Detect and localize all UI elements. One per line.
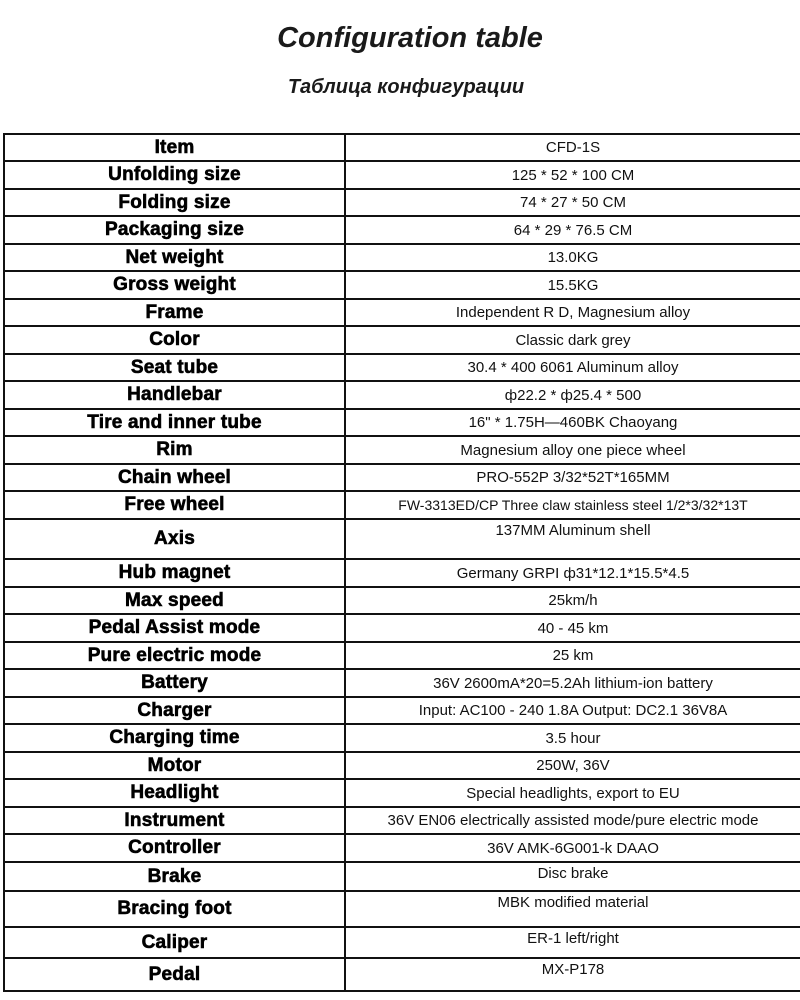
item-value: Input: AC100 - 240 1.8A Output: DC2.1 36V8A <box>345 697 800 724</box>
table-row <box>4 958 800 991</box>
item-value: Magnesium alloy one piece wheel <box>345 436 800 464</box>
item-label: Unfolding size <box>4 161 345 189</box>
item-value: 15.5KG <box>345 271 800 299</box>
table-row <box>4 354 800 381</box>
item-label: Chain wheel <box>4 464 345 491</box>
table-row <box>4 464 800 491</box>
item-value: 36V 2600mA*20=5.2Ah lithium-ion battery <box>345 669 800 697</box>
item-value: CFD-1S <box>345 134 800 161</box>
page-title: Configuration table <box>277 22 543 54</box>
item-value: Independent R D, Magnesium alloy <box>345 299 800 326</box>
item-value: 25 km <box>345 642 800 669</box>
item-label: Folding size <box>4 189 345 216</box>
table-row <box>4 834 800 862</box>
item-value: FW-3313ED/CP Three claw stainless steel 1/2*3/32*13T <box>345 491 800 519</box>
item-label: Color <box>4 326 345 354</box>
item-label: Gross weight <box>4 271 345 299</box>
table-row <box>4 697 800 724</box>
item-label: Item <box>4 134 345 161</box>
item-label: Free wheel <box>4 491 345 519</box>
table-row <box>4 134 800 161</box>
item-value: ф22.2 * ф25.4 * 500 <box>345 381 800 409</box>
table-row <box>4 381 800 409</box>
item-value: 16" * 1.75H—460BK Chaoyang <box>345 409 800 436</box>
item-value: 36V EN06 electrically assisted mode/pure electric mode <box>345 807 800 834</box>
table-row <box>4 724 800 752</box>
item-label: Instrument <box>4 807 345 834</box>
item-label: Handlebar <box>4 381 345 409</box>
table-row <box>4 189 800 216</box>
item-value: 64 * 29 * 76.5 CM <box>345 216 800 244</box>
item-label: Rim <box>4 436 345 464</box>
item-label: Frame <box>4 299 345 326</box>
item-value: ER-1 left/right <box>345 927 800 958</box>
item-value: 13.0KG <box>345 244 800 271</box>
item-value: 125 * 52 * 100 CM <box>345 161 800 189</box>
item-label: Pedal <box>4 958 345 991</box>
item-value: 30.4 * 400 6061 Aluminum alloy <box>345 354 800 381</box>
table-row <box>4 519 800 559</box>
table-row <box>4 862 800 891</box>
table-row <box>4 669 800 697</box>
table-row <box>4 161 800 189</box>
item-label: Tire and inner tube <box>4 409 345 436</box>
item-label: Brake <box>4 862 345 891</box>
item-value: 74 * 27 * 50 CM <box>345 189 800 216</box>
table-row <box>4 559 800 587</box>
table-row <box>4 244 800 271</box>
table-row <box>4 891 800 927</box>
item-value: Classic dark grey <box>345 326 800 354</box>
item-label: Axis <box>4 519 345 559</box>
item-value: 40 - 45 km <box>345 614 800 642</box>
item-label: Headlight <box>4 779 345 807</box>
table-row <box>4 271 800 299</box>
table-row <box>4 642 800 669</box>
table-row <box>4 807 800 834</box>
item-value: 3.5 hour <box>345 724 800 752</box>
item-label: Hub magnet <box>4 559 345 587</box>
item-value: 36V AMK-6G001-k DAAO <box>345 834 800 862</box>
item-label: Battery <box>4 669 345 697</box>
table-row <box>4 409 800 436</box>
item-value: PRO-552P 3/32*52T*165MM <box>345 464 800 491</box>
table-row <box>4 299 800 326</box>
item-label: Pure electric mode <box>4 642 345 669</box>
item-label: Seat tube <box>4 354 345 381</box>
item-label: Controller <box>4 834 345 862</box>
item-label: Charger <box>4 697 345 724</box>
item-label: Max speed <box>4 587 345 614</box>
table-row <box>4 614 800 642</box>
table-row <box>4 587 800 614</box>
table-row <box>4 927 800 958</box>
item-label: Motor <box>4 752 345 779</box>
item-label: Pedal Assist mode <box>4 614 345 642</box>
item-value: Disc brake <box>345 862 800 891</box>
table-row <box>4 491 800 519</box>
table-row <box>4 436 800 464</box>
item-value: 137MM Aluminum shell <box>345 519 800 559</box>
item-value: 250W, 36V <box>345 752 800 779</box>
item-value: Special headlights, export to EU <box>345 779 800 807</box>
table-row <box>4 752 800 779</box>
configuration-table <box>3 133 800 992</box>
table-row <box>4 216 800 244</box>
table-row <box>4 779 800 807</box>
item-value: MX-P178 <box>345 958 800 991</box>
item-label: Caliper <box>4 927 345 958</box>
table-row <box>4 326 800 354</box>
item-value: MBK modified material <box>345 891 800 927</box>
item-label: Net weight <box>4 244 345 271</box>
item-value: 25km/h <box>345 587 800 614</box>
item-label: Bracing foot <box>4 891 345 927</box>
item-label: Charging time <box>4 724 345 752</box>
item-value: Germany GRPI ф31*12.1*15.5*4.5 <box>345 559 800 587</box>
page-subtitle: Таблица конфигурации <box>287 76 525 98</box>
item-label: Packaging size <box>4 216 345 244</box>
